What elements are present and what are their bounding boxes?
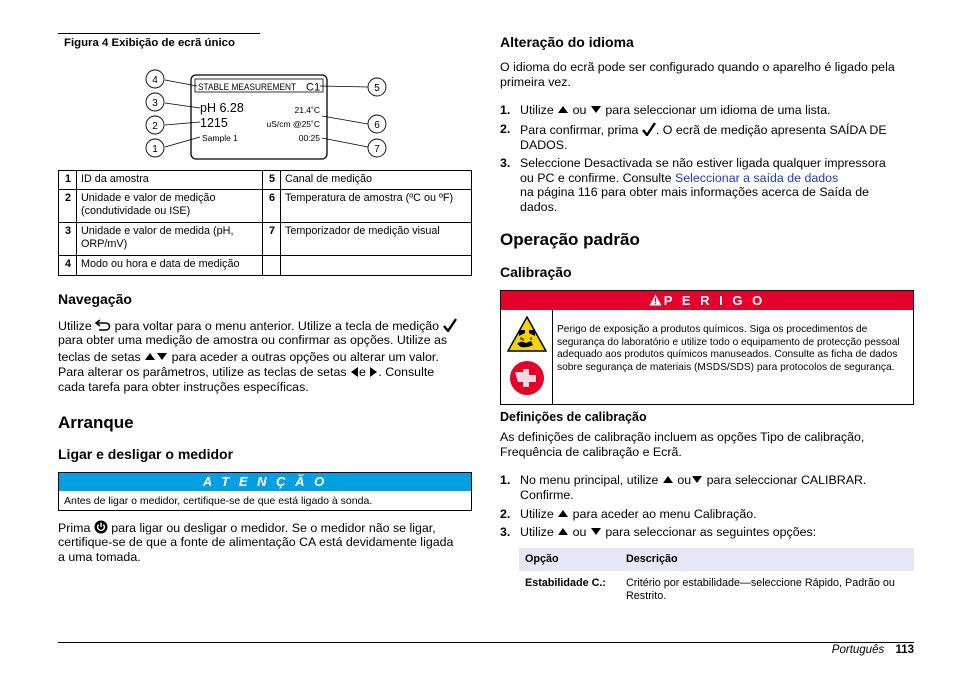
arrow-left-icon [351, 367, 358, 377]
legend-row [59, 223, 472, 256]
arrow-down-icon [591, 106, 601, 113]
screen-temp: 21.4˚C [294, 105, 320, 115]
step-text: ou [572, 525, 587, 539]
nav-text: Utilize [58, 319, 92, 333]
step-text: para seleccionar um idioma de uma lista. [605, 103, 831, 117]
atencao-box [58, 472, 472, 511]
footer-language: Português [831, 644, 885, 656]
step-text: ou [677, 473, 692, 487]
step-text: Para confirmar, prima [520, 123, 639, 137]
ligar-text: a uma tomada. [58, 550, 141, 564]
atencao-text: Antes de ligar o medidor, certifique-se de que está ligado à sonda. [64, 495, 373, 507]
checkmark-icon [443, 318, 457, 332]
arrow-up-icon [558, 528, 568, 535]
ligar-text: Prima [58, 521, 91, 535]
definicoes-paragraph [500, 430, 920, 459]
step-text: na página 116 para obter mais informações acerca de Saída de [520, 185, 869, 199]
option-name: Estabilidade C.: [525, 577, 606, 589]
ligar-text: certifique-se de que a fonte de alimentação CA está devidamente ligada [58, 535, 454, 549]
callout-5-label: 5 [374, 83, 380, 94]
checkmark-icon [642, 122, 656, 136]
nav-text: Para alterar os parâmetros, utilize as teclas de setas [58, 365, 347, 379]
table-row [519, 571, 914, 608]
step-text: Seleccione Desactivada se não estiver ligada qualquer impressora [520, 156, 886, 170]
step-number: 3. [500, 525, 511, 539]
navegacao-paragraph [58, 318, 478, 395]
arrow-up-icon [558, 106, 568, 113]
ligar-text: para ligar ou desligar o medidor. Se o medidor não se ligar, [111, 521, 436, 535]
ligar-heading: Ligar e desligar o medidor [58, 446, 234, 462]
navegacao-heading: Navegação [58, 291, 132, 307]
nav-text: para obter uma medição de amostra ou confirmar as opções. Utilize as [58, 333, 448, 347]
perigo-text: Perigo de exposição a produtos químicos. Siga os procedimentos de segurança do laboratório e utilize todo o equipamento de protecção pessoal adequado aos produtos químicos manuseados. Consulte as ficha de dados sobre segurança de materiais (MSDS/SDS) para protocolos de segurança. [557, 324, 900, 374]
step-text: dados. [520, 199, 558, 214]
nav-text: cada tarefa para obter instruções específicas. [58, 380, 309, 394]
arrow-down-icon [157, 353, 167, 360]
perigo-icon-cell [501, 310, 553, 404]
callout-6-label: 6 [374, 120, 380, 131]
warning-icon [649, 294, 662, 306]
callout-3-label: 3 [152, 98, 158, 109]
legend-row [59, 171, 472, 190]
legend-num: 2 [59, 190, 77, 223]
legend-num [263, 256, 281, 276]
legend-num: 1 [59, 171, 77, 190]
step-number: 2. [500, 122, 511, 136]
arrow-up-icon [558, 510, 568, 517]
callout-1-label: 1 [152, 144, 158, 155]
idioma-step-1 [500, 103, 920, 119]
arrow-up-icon [663, 476, 673, 483]
atencao-title: A T E N Ç Ã O [59, 473, 471, 491]
callout-7-label: 7 [374, 144, 380, 155]
idioma-step-2 [500, 122, 920, 154]
calib-step-3 [500, 525, 920, 541]
step-text: Utilize [520, 507, 554, 521]
screen-header: STABLE MEASUREMENT [198, 82, 297, 92]
definicoes-line: Frequência de calibração e Ecrã. [500, 444, 682, 459]
callout-2-label: 2 [152, 121, 158, 132]
arrow-down-icon [692, 476, 702, 483]
legend-num: 4 [59, 256, 77, 276]
legend-text: Temporizador de medição visual [281, 223, 472, 256]
legend-row [59, 190, 472, 223]
arrow-right-icon [370, 367, 377, 377]
perigo-title-bar [501, 291, 913, 310]
legend-num: 7 [263, 223, 281, 256]
screen-cond-unit: uS/cm @25˚C [266, 119, 320, 129]
legend-text: Temperatura de amostra (ºC ou ºF) [281, 190, 472, 223]
calib-step-2 [500, 507, 920, 523]
screen-timer: 00:25 [298, 133, 320, 143]
step-text: Utilize [520, 103, 554, 117]
step-text: para aceder ao menu Calibração. [572, 507, 757, 521]
step-text: Utilize [520, 525, 554, 539]
legend-text: Unidade e valor de medida (pH, ORP/mV) [77, 223, 263, 256]
saida-dados-link[interactable]: Seleccionar a saída de dados [674, 170, 839, 185]
perigo-title: P E R I G O [663, 293, 766, 308]
step-text: para seleccionar as seguintes opções: [605, 525, 817, 539]
options-header-descricao: Descrição [620, 548, 914, 571]
step-text: DADOS. [520, 137, 568, 152]
power-icon [94, 520, 108, 534]
screen-channel: C1 [306, 81, 321, 94]
nav-text: . Consulte [378, 365, 435, 379]
screen-ph: pH 6.28 [200, 101, 244, 115]
legend-text: Canal de medição [281, 171, 472, 190]
options-header-row [519, 548, 914, 571]
legend-num: 5 [263, 171, 281, 190]
step-text: No menu principal, utilize [520, 473, 659, 487]
idioma-intro [500, 60, 920, 89]
step-text: ou [572, 103, 587, 117]
back-arrow-icon [95, 319, 111, 331]
chemical-hazard-icon [507, 316, 547, 352]
legend-text: Modo ou hora e data de medição [77, 256, 263, 276]
callout-4-label: 4 [152, 75, 158, 86]
legend-num: 6 [263, 190, 281, 223]
protective-equipment-icon [509, 360, 545, 396]
nav-text: e [359, 365, 366, 379]
calib-step-1 [500, 473, 920, 505]
legend-num: 3 [59, 223, 77, 256]
legend-row [59, 256, 472, 276]
step-text: ou PC e confirme. Consulte [520, 170, 672, 185]
option-description: Critério por estabilidade—seleccione Rápido, Padrão ou Restrito. [626, 577, 895, 602]
legend-text: Unidade e valor de medição (condutividade ou ISE) [77, 190, 263, 223]
definicoes-heading: Definições de calibração [500, 410, 647, 424]
figure-legend-table [58, 170, 472, 276]
caption-rule [58, 33, 260, 34]
nav-text: para voltar para o menu anterior. Utilize a tecla de medição [114, 319, 440, 333]
step-text: Confirme. [520, 487, 574, 502]
nav-text: para aceder a outras opções ou alterar um valor. [171, 350, 439, 364]
screen-cond: 1215 [200, 116, 228, 130]
idioma-intro-line: O idioma do ecrã pode ser configurado quando o aparelho é ligado pela [500, 60, 895, 74]
definicoes-line: As definições de calibração incluem as opções Tipo de calibração, [500, 430, 865, 444]
step-number: 2. [500, 507, 511, 521]
idioma-heading: Alteração do idioma [500, 34, 634, 50]
legend-text [281, 256, 472, 276]
display-figure [140, 66, 390, 162]
step-text: . O ecrã de medição apresenta SAÍDA DE [655, 123, 887, 137]
operacao-heading: Operação padrão [500, 230, 640, 249]
options-header-opcao: Opção [519, 548, 620, 571]
legend-text: ID da amostra [77, 171, 263, 190]
ligar-paragraph [58, 520, 478, 565]
step-number: 1. [500, 103, 511, 117]
options-table [519, 548, 914, 608]
idioma-step-3 [500, 156, 920, 216]
screen-sample: Sample 1 [202, 133, 238, 143]
perigo-box [500, 290, 914, 405]
step-number: 3. [500, 156, 511, 170]
arrow-down-icon [591, 528, 601, 535]
step-number: 1. [500, 473, 511, 487]
arranque-heading: Arranque [58, 413, 134, 432]
figure-caption: Figura 4 Exibição de ecrã único [64, 37, 235, 49]
calibracao-heading: Calibração [500, 264, 572, 280]
page-number: 113 [895, 644, 914, 656]
arrow-up-icon [145, 353, 155, 360]
idioma-intro-line: primeira vez. [500, 74, 571, 89]
nav-text: teclas de setas [58, 350, 141, 364]
page-footer [58, 643, 914, 659]
step-text: para seleccionar CALIBRAR. [706, 473, 867, 487]
